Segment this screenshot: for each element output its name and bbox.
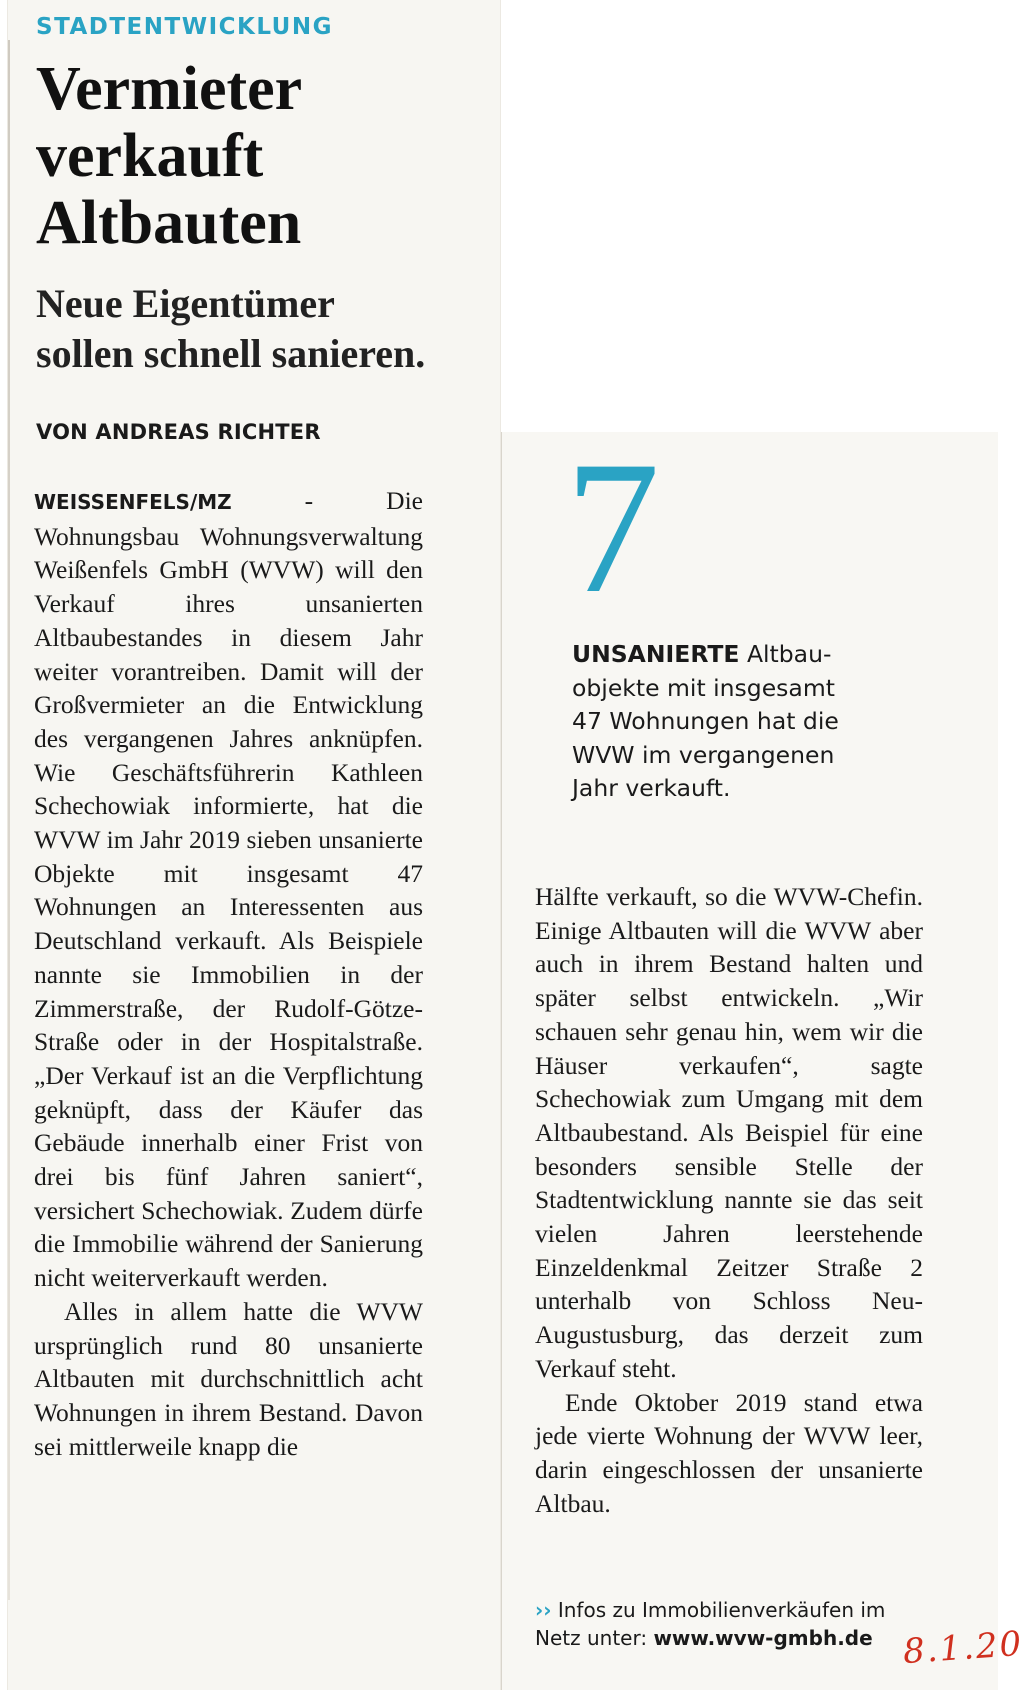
factbox-lead: UNSANIERTE xyxy=(572,640,740,668)
factbox-text xyxy=(572,638,872,806)
dateline: WEISSENFELS/MZ xyxy=(34,490,232,514)
article-headline xyxy=(36,56,476,257)
clipping-edge xyxy=(8,40,10,1600)
headline-line: Altbauten xyxy=(36,189,302,257)
subhead-line: Neue Eigentümer xyxy=(36,281,335,326)
subhead-line: sollen schnell sanieren. xyxy=(36,331,426,376)
factbox-line: Jahr verkauft. xyxy=(572,774,731,802)
factbox-line: 47 Wohnungen hat die xyxy=(572,707,839,735)
paragraph-text: - Die Wohnungsbau Wohnungsverwaltung Weißenfels GmbH (WVW) will den Verkauf ihres unsanierten Altbaubestandes in diesem Jahr weiter vorantreiben. Damit will der Großvermieter an die Entwicklung des vergangenen Jahres anknüpfen. Wie Geschäftsführerin Kathleen Schechowiak informierte, hat die WVW im Jahr 2019 sieben unsanierte Objekte mit insgesamt 47 Wohnungen an Interessenten aus Deutschland verkauft. Als Beispiele nannte sie Immobilien in der Zimmerstraße, der Rudolf-Götze-Straße oder in der Hospitalstraße. „Der Verkauf ist an die Verpflichtung geknüpft, dass der Käufer das Gebäude innerhalb einer Frist von drei bis fünf Jahren saniert“, versichert Schechowiak. Zudem dürfe die Immobilie während der Sanierung nicht weiterverkauft werden. xyxy=(34,486,423,1293)
paragraph: Hälfte verkauft, so die WVW-Chefin. Einige Altbauten will die WVW aber auch in ihrem Bestand halten und später selbst entwickeln. „Wir schauen sehr genau hin, wem wir die Häuser verkaufen“, sagte Schechowiak zum Umgang mit dem Altbaubestand. Als Beispiel für eine besonders sensible Stelle der Stadtentwicklung nannte sie das seit vielen Jahren leerstehende Einzeldenkmal Zeitzer Straße 2 unterhalb von Schloss Neu-Augustusburg, das derzeit zum Verkauf steht. xyxy=(535,882,923,1383)
section-rubric: STADTENTWICKLUNG xyxy=(36,14,333,40)
article-subheadline xyxy=(36,279,476,379)
headline-line: verkauft xyxy=(36,122,264,190)
web-reference-note xyxy=(535,1596,935,1652)
footnote-text: Infos zu Immobilienverkäufen im Netz unter: xyxy=(535,1598,886,1650)
factbox-number: 7 xyxy=(565,423,660,633)
factbox-line: WVW im vergangenen xyxy=(572,740,835,769)
website-link[interactable]: www.wvw-gmbh.de xyxy=(653,1626,873,1650)
paragraph: Alles in allem hatte die WVW ursprünglich rund 80 unsanierte Altbauten mit durchschnittlich acht Wohnungen in ihrem Bestand. Davon sei mittlerweile knapp die xyxy=(34,1296,423,1461)
author-byline: VON ANDREAS RICHTER xyxy=(36,420,321,444)
double-chevron-icon: ›› xyxy=(535,1598,552,1622)
factbox-line: Altbau- xyxy=(746,640,832,668)
headline-line: Vermieter xyxy=(36,55,303,123)
paragraph: Ende Oktober 2019 stand etwa jede vierte Wohnung der WVW leer, darin eingeschlossen der unsanierte Altbau. xyxy=(535,1387,923,1518)
factbox-line: objekte mit insgesamt xyxy=(572,673,835,702)
paragraph xyxy=(34,484,423,1295)
article-column-right xyxy=(535,880,923,1520)
handwritten-date: 8.1.20 xyxy=(901,1623,1024,1673)
article-column-left xyxy=(34,484,423,1463)
